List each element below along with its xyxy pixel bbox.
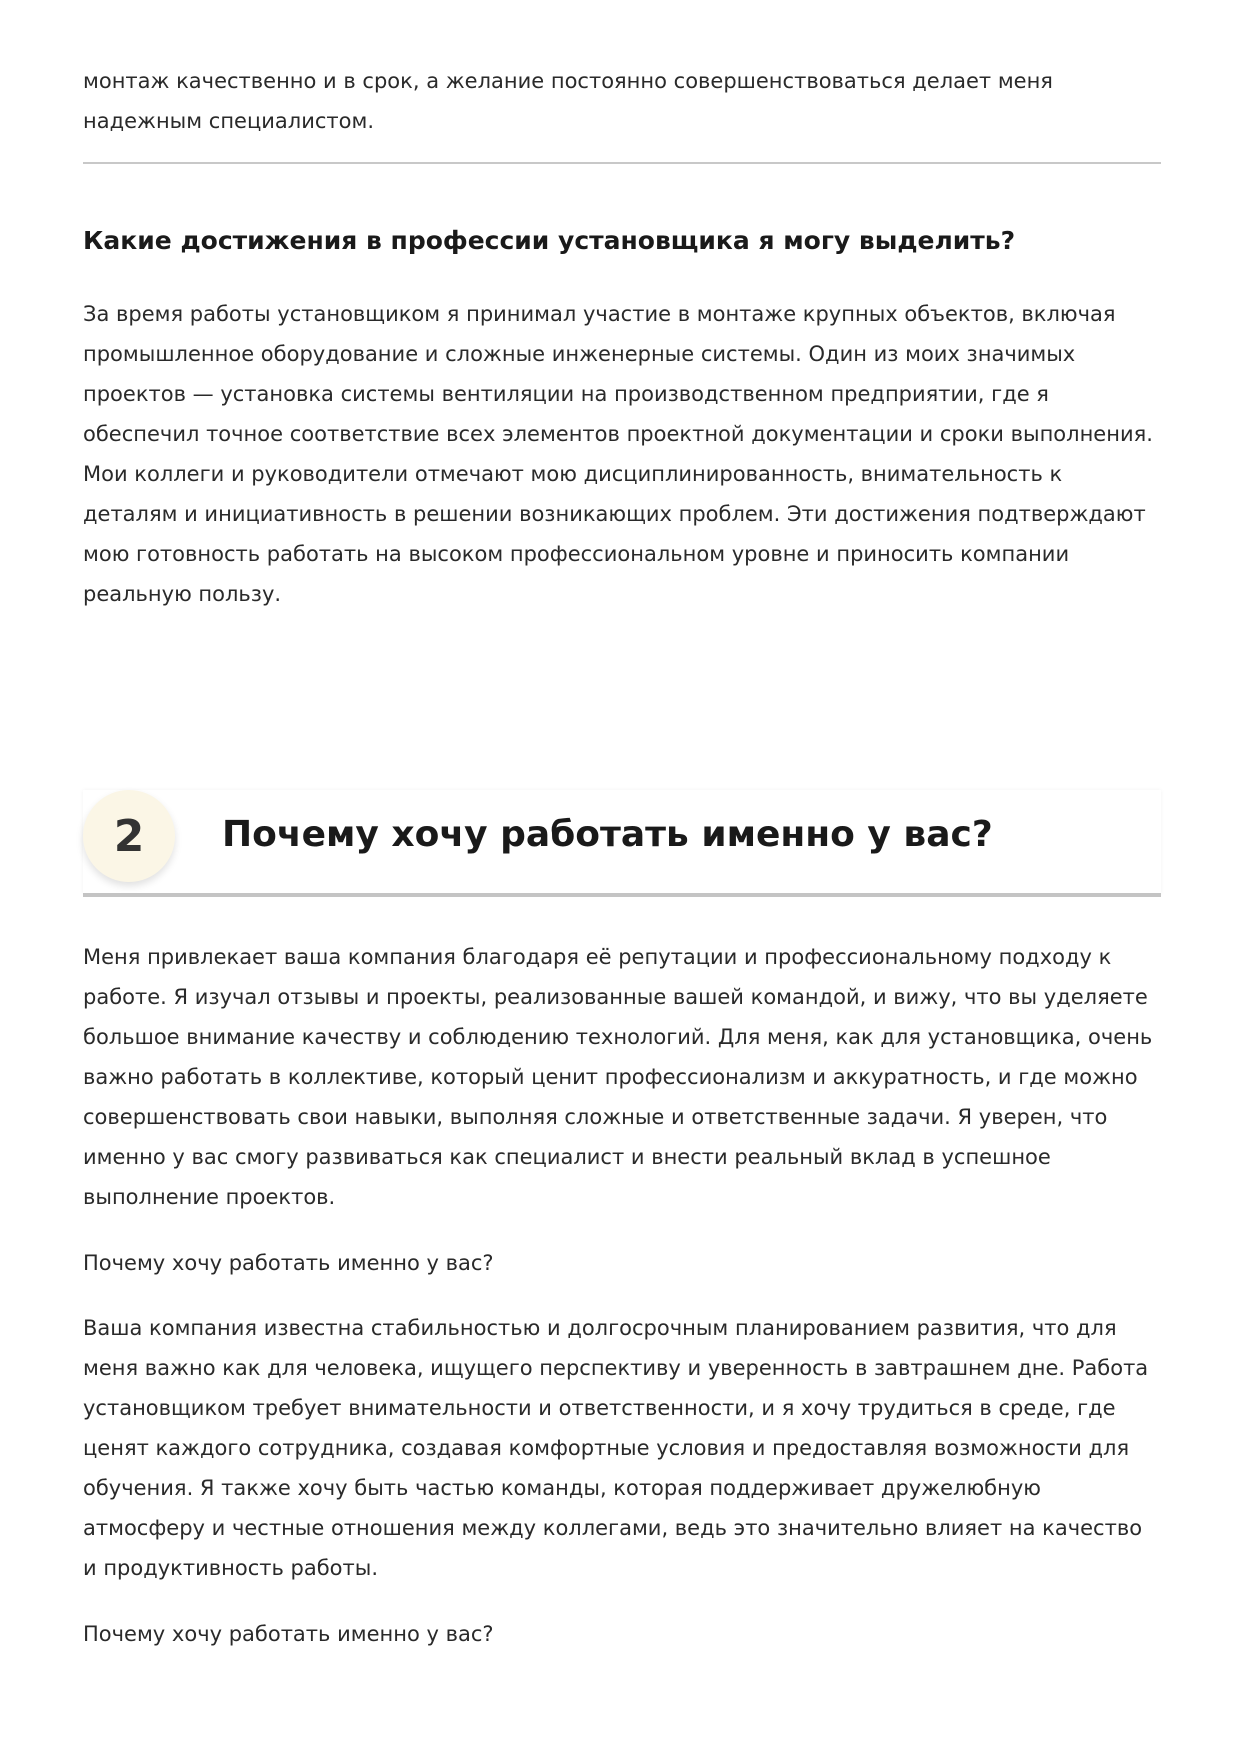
section-divider	[83, 162, 1161, 164]
achievements-heading: Какие достижения в профессии установщика я могу выделить?	[83, 226, 1016, 255]
achievements-paragraph: За время работы установщиком я принимал участие в монтаже крупных объектов, включая промышленное оборудование и сложные инженерные системы. Один из моих значимых проектов — установка системы вентиляции на производственном предприятии, где я обеспечил точное соответствие всех элементов проектной документации и сроки выполнения. Мои коллеги и руководители отмечают мою дисциплинированность, внимательность к деталям и инициативность в решении возникающих проблем. Эти достижения подтверждают мою готовность работать на высоком профессиональном уровне и приносить компании реальную пользу.	[83, 302, 1153, 606]
section-header	[83, 790, 1161, 894]
answer-paragraph-1: Меня привлекает ваша компания благодаря её репутации и профессиональному подходу к работе. Я изучал отзывы и проекты, реализованные вашей командой, и вижу, что вы уделяете большое внимание качеству и соблюдению технологий. Для меня, как для установщика, очень важно работать в коллективе, который ценит профессионализм и аккуратность, и где можно совершенствовать свои навыки, выполняя сложные и ответственные задачи. Я уверен, что именно у вас смогу развиваться как специалист и внести реальный вклад в успешное выполнение проектов.	[83, 945, 1153, 1209]
repeated-question-1: Почему хочу работать именно у вас?	[83, 1251, 494, 1275]
section-number-badge: 2	[83, 790, 175, 882]
section-header-underline	[83, 893, 1161, 897]
answer-paragraph-2: Ваша компания известна стабильностью и долгосрочным планированием развития, что для меня важно как для человека, ищущего перспективу и уверенность в завтрашнем дне. Работа установщиком требует внимательности и ответственности, и я хочу трудиться в среде, где ценят каждого сотрудника, создавая комфортные условия и предоставляя возможности для обучения. Я также хочу быть частью команды, которая поддерживает дружелюбную атмосферу и честные отношения между коллегами, ведь это значительно влияет на качество и продуктивность работы.	[83, 1316, 1149, 1580]
repeated-question-2: Почему хочу работать именно у вас?	[83, 1622, 494, 1646]
intro-paragraph: монтаж качественно и в срок, а желание постоянно совершенствоваться делает меня надежным специалистом.	[83, 69, 1053, 133]
section-title: Почему хочу работать именно у вас?	[222, 814, 993, 855]
